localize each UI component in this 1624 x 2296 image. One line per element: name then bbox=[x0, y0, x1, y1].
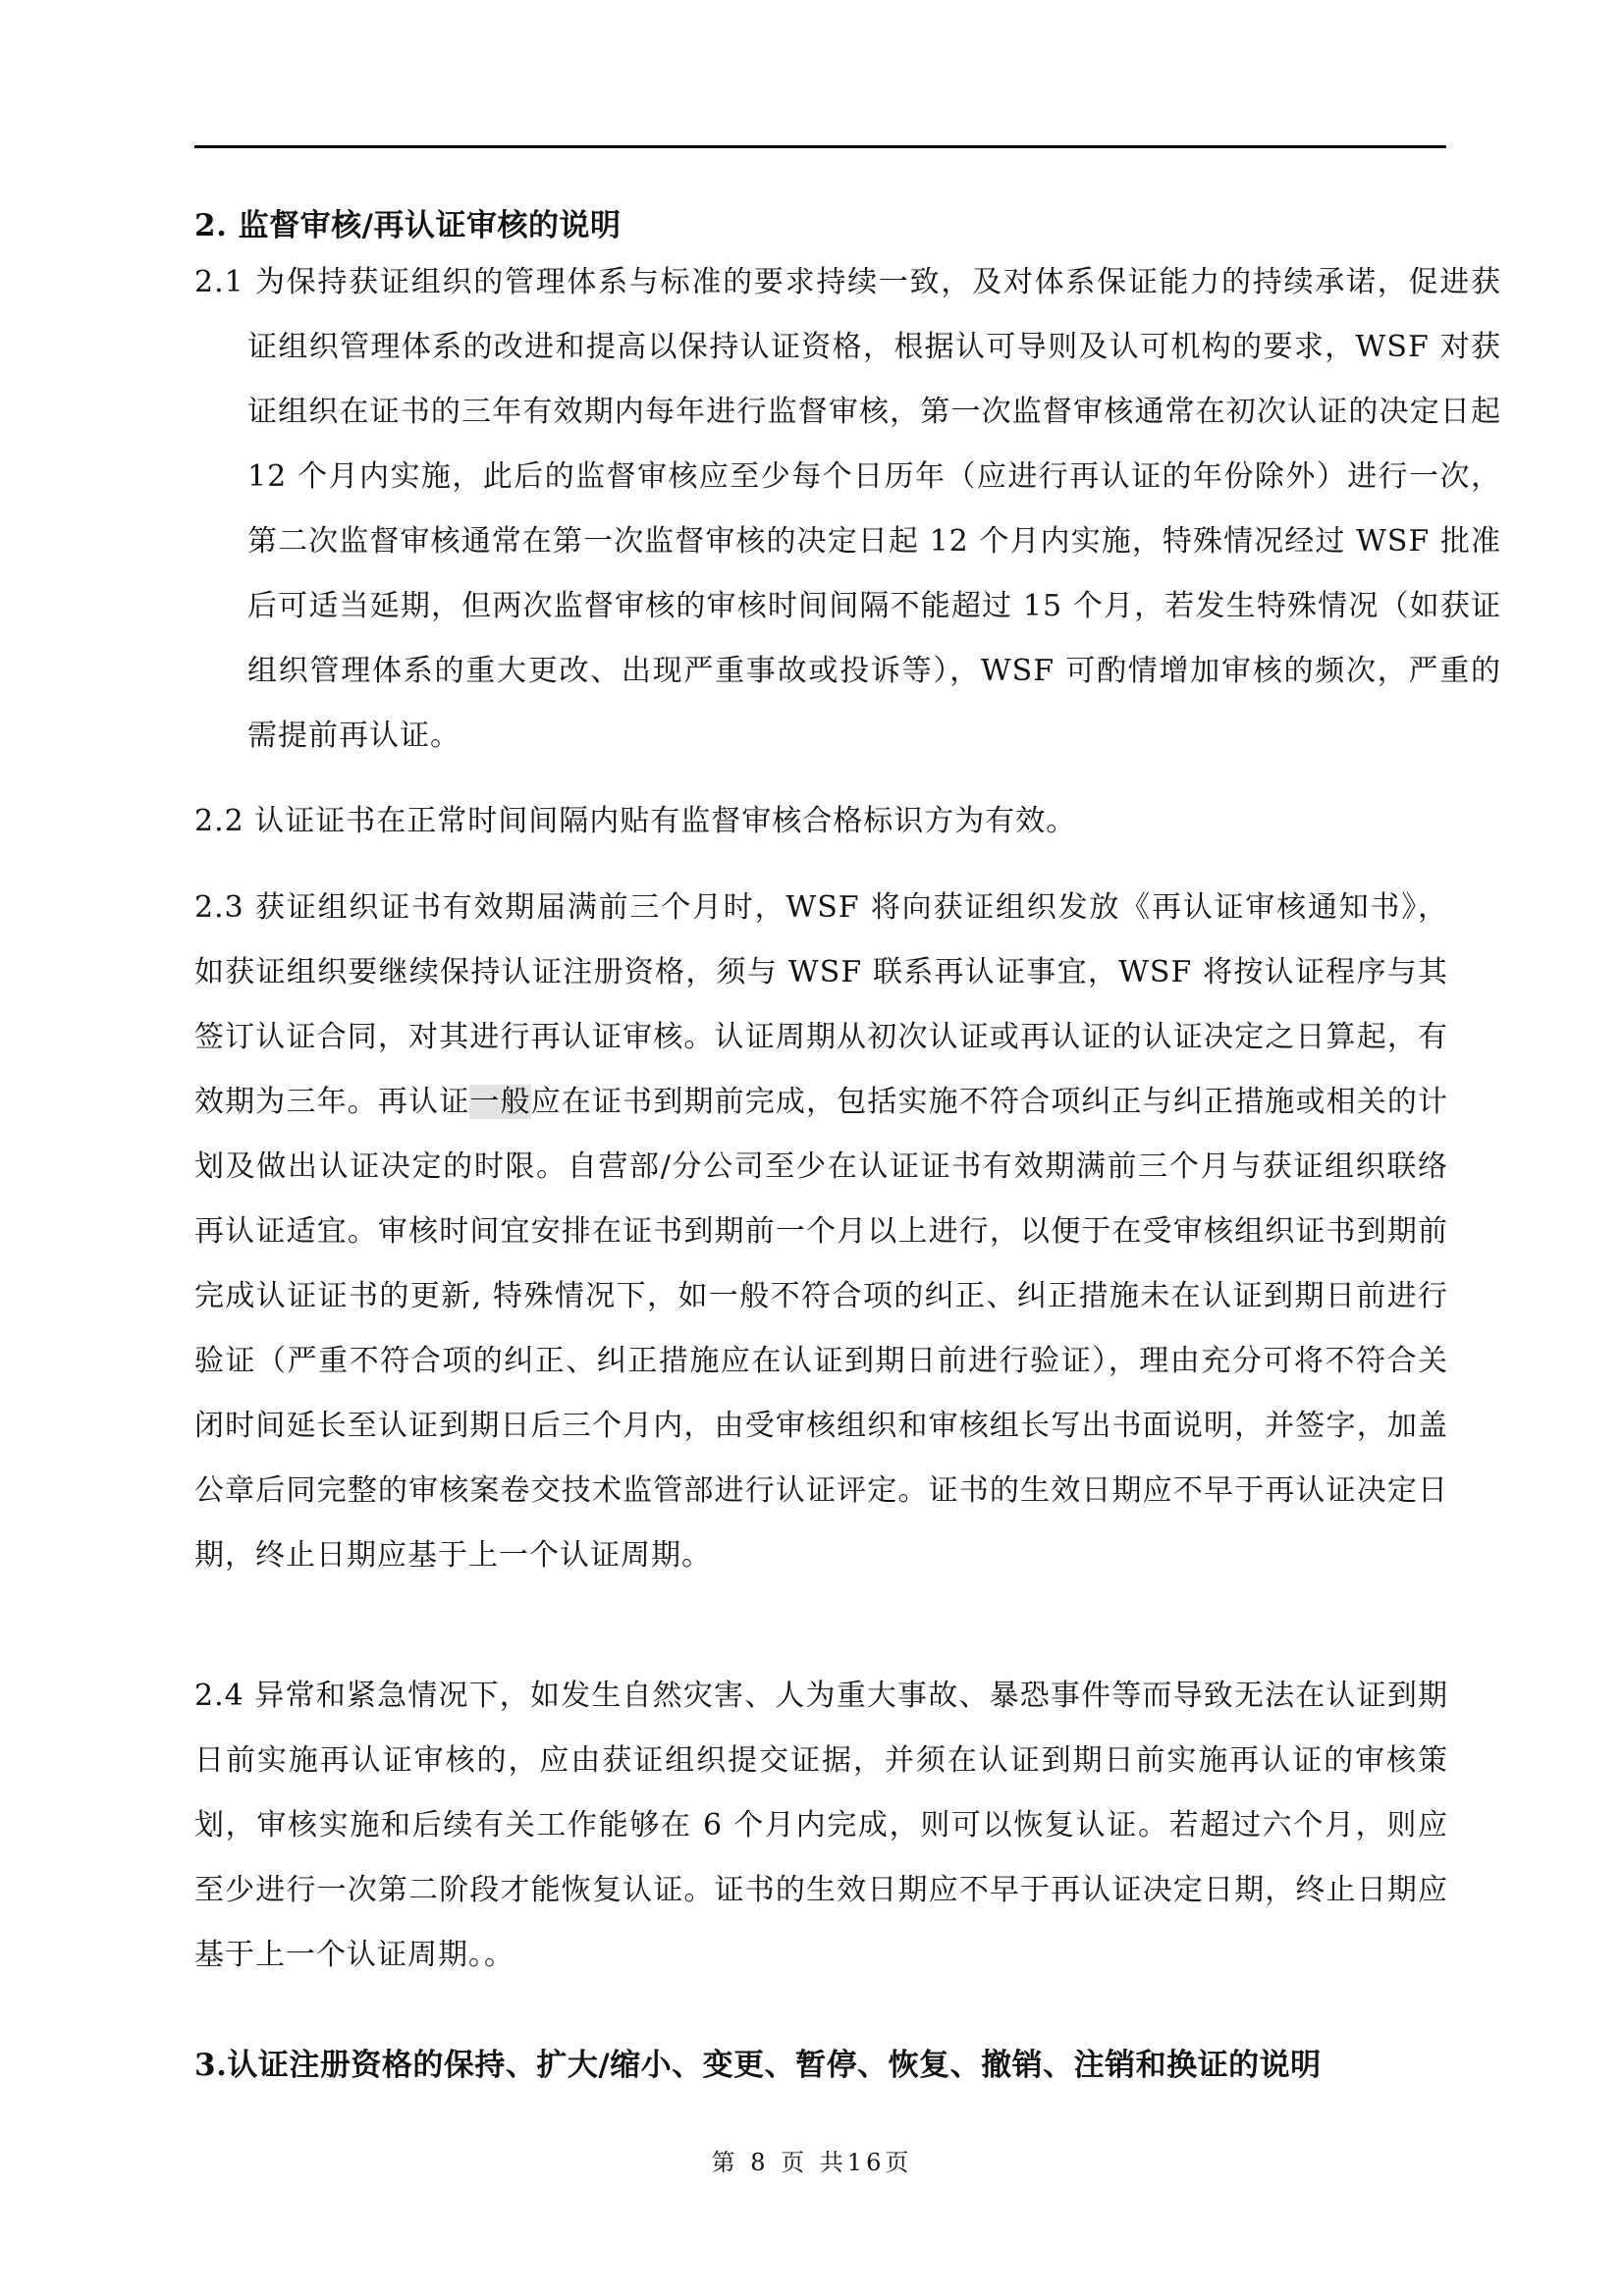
paragraph-2-3 bbox=[194, 876, 1448, 1588]
highlighted-text: 一般 bbox=[469, 1085, 531, 1119]
paragraph-2-4: 2.4 异常和紧急情况下，如发生自然灾害、人为重大事故、暴恐事件等而导致无法在认证到期日前实施再认证审核的，应由获证组织提交证据，并须在认证到期日前实施再认证的审核策划，审核实施和后续有关工作能够在 6 个月内完成，则可以恢复认证。若超过六个月，则应至少进行一次第二阶段才能恢复认证。证书的生效日期应不早于再认证决定日期，终止日期应基于上一个认证周期。。 bbox=[194, 1679, 1448, 1972]
paragraph-2-1: 2.1 为保持获证组织的管理体系与标准的要求持续一致，及对体系保证能力的持续承诺，促进获证组织管理体系的改进和提高以保持认证资格，根据认可导则及认可机构的要求，WSF 对获证组织在证书的三年有效期内每年进行监督审核，第一次监督审核通常在初次认证的决定日起 12 个月内实施，此后的监督审核应至少每个日历年（应进行再认证的年份除外）进行一次，第二次监督审核通常在第一次监督审核的决定日起 12 个月内实施，特殊情况经过 WSF 批准后可适当延期，但两次监督审核的审核时间间隔不能超过 15 个月，若发生特殊情况（如获证组织管理体系的重大更改、出现严重事故或投诉等），WSF 可酌情增加审核的频次，严重的需提前再认证。 bbox=[194, 265, 1501, 753]
page-number: 第 8 页 共16页 bbox=[711, 2149, 913, 2176]
section-3-heading: 3.认证注册资格的保持、扩大/缩小、变更、暂停、恢复、撤销、注销和换证的说明 bbox=[194, 2048, 1322, 2083]
paragraph-2-2: 2.2 认证证书在正常时间间隔内贴有监督审核合格标识方为有效。 bbox=[194, 804, 1077, 838]
paragraph-2-3-text-a: 2.3 获证组织证书有效期届满前三个月时，WSF 将向获证组织发放《再认证审核通知书》，如获证组织要继续保持认证注册资格，须与 WSF 联系再认证事宜，WSF 将按认证程序与其签订认证合同，对其进行再认证审核。认证周期从初次认证或再认证的认证决定之日算起，有效期为三年。再认证 bbox=[194, 890, 1448, 1119]
paragraph-2-3-text-b: 应在证书到期前完成，包括实施不符合项纠正与纠正措施或相关的计划及做出认证决定的时限。自营部/分公司至少在认证证书有效期满前三个月与获证组织联络再认证适宜。审核时间宜安排在证书到期前一个月以上进行，以便于在受审核组织证书到期前完成认证证书的更新, 特殊情况下，如一般不符合项的纠正、纠正措施未在认证到期日前进行验证（严重不符合项的纠正、纠正措施应在认证到期日前进行验证），理由充分可将不符合关闭时间延长至认证到期日后三个月内，由受审核组织和审核组长写出书面说明，并签字，加盖公章后同完整的审核案卷交技术监管部进行认证评定。证书的生效日期应不早于再认证决定日期，终止日期应基于上一个认证周期。 bbox=[194, 1085, 1449, 1573]
header-rule bbox=[194, 145, 1446, 148]
section-2-heading: 2. 监督审核/再认证审核的说明 bbox=[194, 208, 622, 243]
